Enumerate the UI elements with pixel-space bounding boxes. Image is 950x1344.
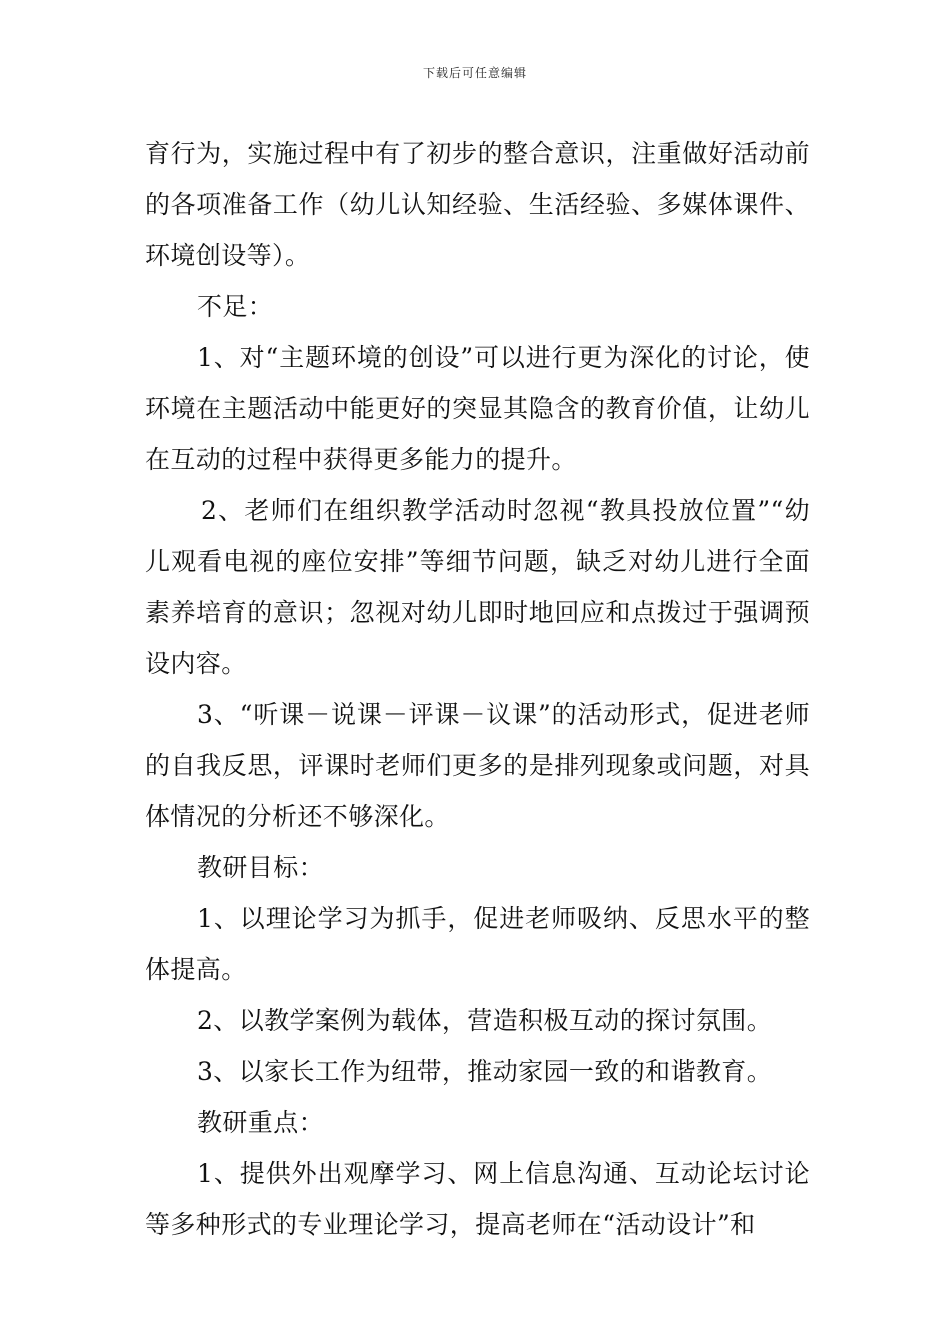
paragraph-focus-1: 1、提供外出观摩学习、网上信息沟通、互动论坛讨论等多种形式的专业理论学习，提高老师在“活动设计”和 (145, 1159, 810, 1239)
paragraph-goal-3: 3、以家长工作为纽带，推动家园一致的和谐教育。 (197, 1057, 773, 1086)
paragraph-shortcoming-2: 2、老师们在组织教学活动时忽视“教具投放位置”“幼儿观看电视的座位安排”等细节问题，缺乏对幼儿进行全面素养培育的意识；忽视对幼儿即时地回应和点拨过于强调预设内容。 (145, 496, 810, 678)
paragraph-shortcoming-1: 1、对“主题环境的创设”可以进行更为深化的讨论，使环境在主题活动中能更好的突显其隐含的教育价值，让幼儿在互动的过程中获得更多能力的提升。 (145, 343, 810, 474)
heading-research-focus: 教研重点： (197, 1108, 325, 1137)
paragraph-goal-2: 2、以教学案例为载体，营造积极互动的探讨氛围。 (197, 1006, 773, 1035)
paragraph-shortcoming-3: 3、“听课－说课－评课－议课”的活动形式，促进老师的自我反思，评课时老师们更多的是排列现象或问题，对具体情况的分析还不够深化。 (145, 700, 810, 831)
paragraph-goal-1: 1、以理论学习为抓手，促进老师吸纳、反思水平的整体提高。 (145, 904, 810, 984)
document-body (145, 128, 810, 1250)
paragraph-continued: 育行为，实施过程中有了初步的整合意识，注重做好活动前的各项准备工作（幼儿认知经验、生活经验、多媒体课件、环境创设等）。 (145, 139, 810, 270)
page-header-note: 下载后可任意编辑 (422, 66, 527, 80)
heading-shortcomings: 不足： (197, 292, 274, 321)
heading-research-goals: 教研目标： (197, 853, 325, 882)
